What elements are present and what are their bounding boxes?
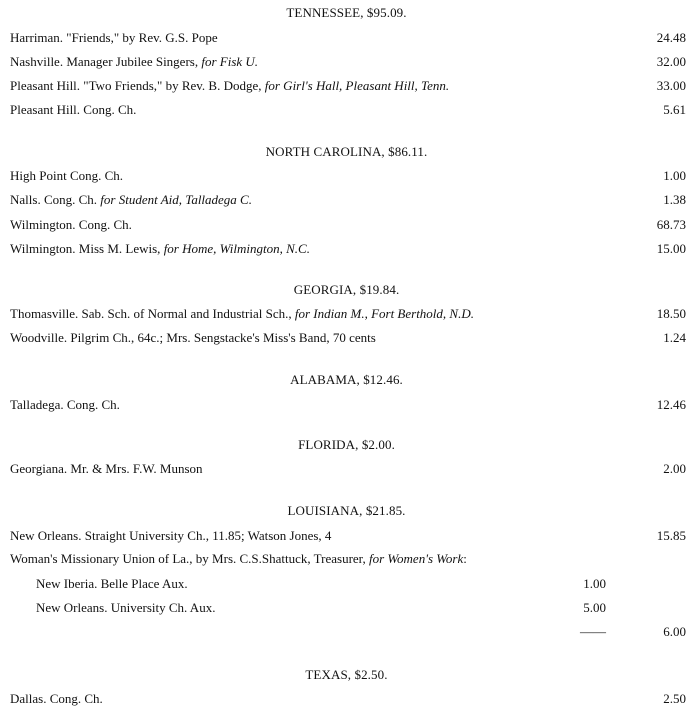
subtotal-rule: —— bbox=[580, 624, 606, 639]
entry-amount: 5.61 bbox=[663, 102, 686, 117]
entry-text bbox=[10, 242, 310, 255]
entry-amount: 15.00 bbox=[656, 241, 686, 256]
section-title-alabama: ALABAMA, $12.46. bbox=[290, 372, 403, 387]
list-item bbox=[0, 462, 693, 478]
section-title-louisiana: LOUISIANA, $21.85. bbox=[287, 503, 406, 518]
entry-text: Pleasant Hill. Cong. Ch. bbox=[10, 102, 137, 117]
list-item bbox=[0, 331, 693, 347]
entry-text-plain: Wilmington. Miss M. Lewis, bbox=[10, 241, 164, 256]
entry-suffix: : bbox=[463, 551, 467, 566]
entry-amount: 33.00 bbox=[656, 78, 686, 93]
entry-amount: 24.48 bbox=[656, 30, 686, 45]
entry-text: New Orleans. University Ch. Aux. bbox=[36, 600, 216, 615]
entry-text bbox=[10, 552, 467, 565]
entry-amount: 2.50 bbox=[663, 691, 686, 706]
entry-amount: 12.46 bbox=[656, 397, 686, 412]
list-item bbox=[0, 552, 693, 568]
list-item bbox=[0, 601, 693, 617]
list-item bbox=[0, 193, 693, 209]
section-title-tennessee: TENNESSEE, $95.09. bbox=[286, 5, 407, 20]
list-item bbox=[0, 31, 693, 47]
entry-text: Woodville. Pilgrim Ch., 64c.; Mrs. Sengstacke's Miss's Band, 70 cents bbox=[10, 330, 376, 345]
entry-amount: 32.00 bbox=[656, 54, 686, 69]
list-item bbox=[0, 529, 693, 545]
list-item bbox=[0, 577, 693, 593]
entry-amount: 18.50 bbox=[656, 306, 686, 321]
section-title-florida: FLORIDA, $2.00. bbox=[298, 437, 395, 452]
entry-sub-amount: 5.00 bbox=[583, 600, 606, 615]
entry-sub-amount: 1.00 bbox=[583, 576, 606, 591]
entry-text: Wilmington. Cong. Ch. bbox=[10, 217, 132, 232]
entry-text-plain: Pleasant Hill. "Two Friends," by Rev. B. Dodge, bbox=[10, 78, 265, 93]
entry-text: Harriman. "Friends," by Rev. G.S. Pope bbox=[10, 30, 218, 45]
section-title-texas: TEXAS, $2.50. bbox=[305, 667, 388, 682]
list-item bbox=[0, 55, 693, 71]
entry-amount: 1.38 bbox=[663, 192, 686, 207]
entry-text: Talladega. Cong. Ch. bbox=[10, 397, 120, 412]
entry-text-plain: Thomasville. Sab. Sch. of Normal and Industrial Sch., bbox=[10, 306, 295, 321]
entry-note: for Women's Work bbox=[368, 551, 464, 566]
list-item bbox=[0, 79, 693, 95]
entry-text: Dallas. Cong. Ch. bbox=[10, 691, 103, 706]
list-item bbox=[0, 218, 693, 234]
entry-text bbox=[10, 55, 258, 68]
entry-note: for Student Aid, Talladega C. bbox=[100, 192, 252, 207]
entry-amount: 2.00 bbox=[663, 461, 686, 476]
entry-note: for Home, Wilmington, N.C. bbox=[163, 241, 310, 256]
entry-text-plain: Woman's Missionary Union of La., by Mrs. C.S.Shattuck, Treasurer, bbox=[10, 551, 369, 566]
list-item bbox=[0, 307, 693, 323]
entry-note: for Fisk U. bbox=[201, 54, 259, 69]
section-title-georgia: GEORGIA, $19.84. bbox=[293, 282, 400, 297]
entry-text-plain: Nashville. Manager Jubilee Singers, bbox=[10, 54, 202, 69]
list-item bbox=[0, 242, 693, 258]
entry-note: for Girl's Hall, Pleasant Hill, Tenn. bbox=[264, 78, 450, 93]
entry-note: for Indian M., Fort Berthold, N.D. bbox=[294, 306, 474, 321]
entry-text: New Iberia. Belle Place Aux. bbox=[36, 576, 188, 591]
entry-text bbox=[10, 307, 474, 320]
entry-amount: 1.24 bbox=[663, 330, 686, 345]
entry-text bbox=[10, 79, 449, 92]
entry-text: Georgiana. Mr. & Mrs. F.W. Munson bbox=[10, 461, 203, 476]
entry-amount: 6.00 bbox=[663, 624, 686, 639]
entry-amount: 1.00 bbox=[663, 168, 686, 183]
entry-amount: 15.85 bbox=[656, 528, 686, 543]
entry-text bbox=[10, 193, 252, 206]
list-item bbox=[0, 398, 693, 414]
entry-text: New Orleans. Straight University Ch., 11.85; Watson Jones, 4 bbox=[10, 528, 332, 543]
entry-text: High Point Cong. Ch. bbox=[10, 168, 124, 183]
entry-text-plain: Nalls. Cong. Ch. bbox=[10, 192, 101, 207]
list-item bbox=[0, 625, 693, 641]
list-item bbox=[0, 692, 693, 708]
list-item bbox=[0, 103, 693, 119]
section-title-north-carolina: NORTH CAROLINA, $86.11. bbox=[265, 144, 428, 159]
entry-amount: 68.73 bbox=[656, 217, 686, 232]
list-item bbox=[0, 169, 693, 185]
